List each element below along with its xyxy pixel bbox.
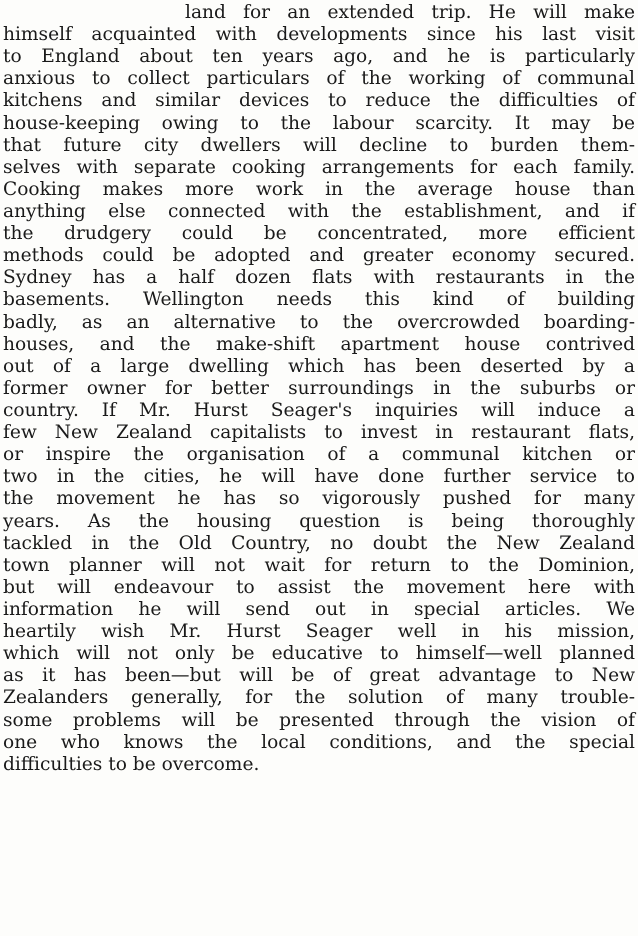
article-line: former owner for better surroundings in the suburbs or — [3, 377, 635, 399]
article-line: information he will send out in special articles. We — [3, 598, 635, 620]
article-line: some problems will be presented through the vision of — [3, 709, 635, 731]
article-line: Sydney has a half dozen flats with restaurants in the — [3, 267, 635, 289]
article-line: tackled in the Old Country, no doubt the New Zealand — [3, 532, 635, 554]
article-line: himself acquainted with developments since his last visit — [3, 24, 635, 46]
article-line: Cooking makes more work in the average house than — [3, 178, 635, 200]
article-line: or inspire the organisation of a communal kitchen or — [3, 444, 635, 466]
article-line: kitchens and similar devices to reduce the difficulties of — [3, 90, 635, 112]
article-line: heartily wish Mr. Hurst Seager well in his mission, — [3, 621, 635, 643]
article-line: the drudgery could be concentrated, more efficient — [3, 223, 635, 245]
article-line: house-keeping owing to the labour scarcity. It may be — [3, 112, 635, 134]
article-line: as it has been—but will be of great advantage to New — [3, 665, 635, 687]
article-line: the movement he has so vigorously pushed for many — [3, 488, 635, 510]
article-line: town planner will not wait for return to the Dominion, — [3, 554, 635, 576]
article-line: Zealanders generally, for the solution of many trouble- — [3, 687, 635, 709]
article-line: anything else connected with the establishment, and if — [3, 200, 635, 222]
article-line: out of a large dwelling which has been deserted by a — [3, 355, 635, 377]
article-line: selves with separate cooking arrangements for each family. — [3, 156, 635, 178]
article-body — [3, 2, 635, 776]
article-line: badly, as an alternative to the overcrowded boarding- — [3, 311, 635, 333]
article-line: two in the cities, he will have done further service to — [3, 466, 635, 488]
article-line: years. As the housing question is being thoroughly — [3, 510, 635, 532]
article-line: that future city dwellers will decline to burden them- — [3, 134, 635, 156]
article-line: which will not only be educative to himself—well planned — [3, 643, 635, 665]
article-line: to England about ten years ago, and he is particularly — [3, 46, 635, 68]
article-line: methods could be adopted and greater economy secured. — [3, 245, 635, 267]
article-line: few New Zealand capitalists to invest in restaurant flats, — [3, 422, 635, 444]
article-line: basements. Wellington needs this kind of building — [3, 289, 635, 311]
article-line-final: difficulties to be overcome. — [3, 753, 260, 775]
article-line: houses, and the make-shift apartment house contrived — [3, 333, 635, 355]
article-line: anxious to collect particulars of the working of communal — [3, 68, 635, 90]
article-line: but will endeavour to assist the movement here with — [3, 576, 635, 598]
article-line: country. If Mr. Hurst Seager's inquiries will induce a — [3, 399, 635, 421]
article-line: one who knows the local conditions, and the special — [3, 731, 635, 753]
article-line: land for an extended trip. He will make — [185, 2, 635, 23]
